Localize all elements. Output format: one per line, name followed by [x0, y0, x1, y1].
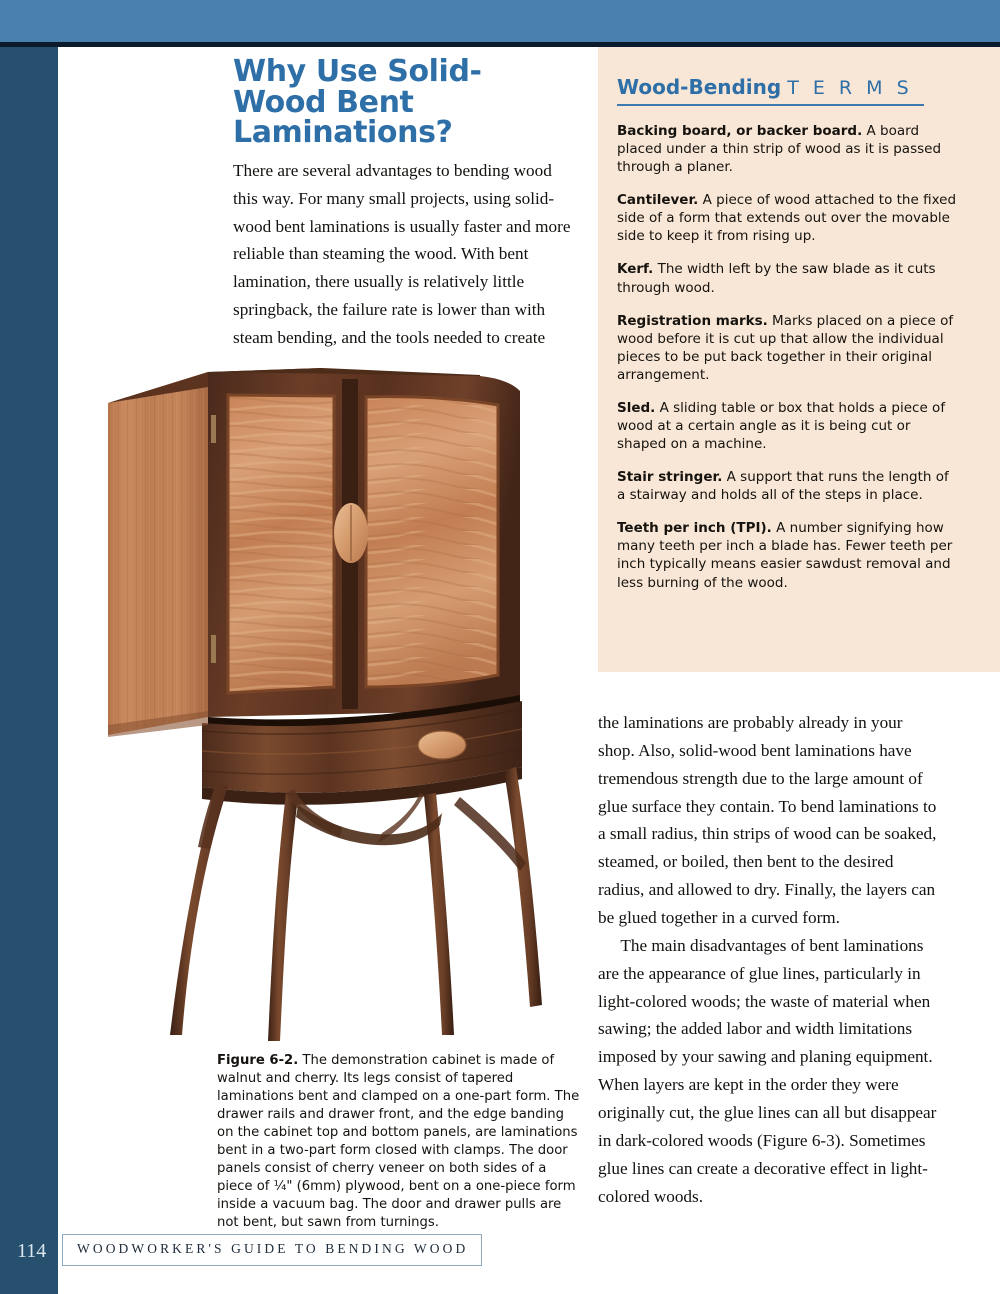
cabinet-photograph	[90, 335, 580, 1055]
sidebar-title-bold: Wood-Bending	[617, 75, 782, 99]
term-name: Stair stringer.	[617, 469, 723, 486]
running-head: WOODWORKER'S GUIDE TO BENDING WOOD	[77, 1241, 469, 1256]
term-entry	[617, 312, 960, 384]
page-footer	[0, 1230, 1000, 1278]
term-name: Kerf.	[617, 261, 654, 278]
term-definition: A board placed under a thin strip of wood as it is passed through a planer.	[617, 123, 942, 176]
term-entry	[617, 468, 960, 504]
figure-caption	[217, 1052, 582, 1232]
term-entry	[617, 260, 960, 296]
term-entry	[617, 122, 960, 176]
term-name: Sled.	[617, 399, 656, 416]
term-definition: A piece of wood attached to the fixed side of a form that extends out over the movable side to keep it from rising up.	[617, 192, 957, 245]
left-text-column	[233, 54, 573, 352]
term-entry	[617, 191, 960, 245]
page-title: Why Use Solid-Wood Bent Laminations?	[233, 54, 482, 151]
body-paragraph: The main disadvantages of bent laminations are the appearance of glue lines, particularly in light-colored woods; the waste of material when sawing; the added labor and width limitations imposed by your sawing and planing equipment. When layers are kept in the order they were originally cut, the glue lines can all but disappear in dark-colored woods (Figure 6-3). Sometimes glue lines can create a decorative effect in light-colored woods.	[598, 935, 937, 1206]
page-content	[0, 47, 1000, 1294]
sidebar-title-spaced: T E R M S	[787, 77, 913, 99]
term-name: Registration marks.	[617, 312, 768, 329]
term-name: Backing board, or backer board.	[617, 123, 863, 139]
term-definition: The width left by the saw blade as it cuts through wood.	[617, 261, 936, 296]
figure-6-2	[90, 335, 580, 1055]
term-entry	[617, 399, 960, 453]
body-paragraph: the laminations are probably already in your shop. Also, solid-wood bent laminations have tremendous strength due to the large amount of glue surface they contain. To bend laminations to a small radius, thin strips of wood can be soaked, steamed, or boiled, then bent to the desired radius, and allowed to dry. Finally, the layers can be glued together in a curved form.	[598, 713, 937, 928]
term-entry	[617, 519, 960, 591]
figure-caption-text: The demonstration cabinet is made of walnut and cherry. Its legs consist of tapered laminations bent and clamped on a one-part form. The drawer rails and drawer front, and the edge banding on the cabinet top and bottom panels, are laminations bent in a two-part form closed with clamps. The door panels consist of cherry veneer on both sides of a piece of ¼" (6mm) plywood, bent on a one-piece form inside a vacuum bag. The door and drawer pulls are not bent, but sawn from turnings.	[217, 1053, 580, 1230]
term-definition: Marks placed on a piece of wood before it is cut up that allow the individual pieces to be put back together in their original arrangement.	[617, 312, 954, 383]
right-text-column	[598, 709, 938, 1210]
top-color-band	[0, 0, 1000, 42]
body-paragraph: There are several advantages to bending wood this way. For many small projects, using solid-wood bent laminations is usually faster and more reliable than steaming the wood. With bent lamination, there usually is relatively little springback, the failure rate is lower than with steam bending, and the tools needed to create	[233, 160, 571, 347]
page-number: 114	[17, 1240, 47, 1262]
wood-bending-terms-sidebar	[598, 47, 1000, 672]
figure-caption-label: Figure 6-2.	[217, 1053, 299, 1068]
term-name: Cantilever.	[617, 192, 699, 209]
term-name: Teeth per inch (TPI).	[617, 520, 772, 537]
term-definition: A sliding table or box that holds a piece of wood at a certain angle as it is being cut or shaped on a machine.	[617, 399, 946, 453]
sidebar-title	[617, 75, 960, 99]
term-definition: A number signifying how many teeth per inch a blade has. Fewer teeth per inch typically means easier sawdust removal and less burning of the wood.	[617, 520, 953, 591]
sidebar-title-rule	[617, 104, 924, 106]
term-definition: A support that runs the length of a stairway and holds all of the steps in place.	[617, 469, 949, 504]
